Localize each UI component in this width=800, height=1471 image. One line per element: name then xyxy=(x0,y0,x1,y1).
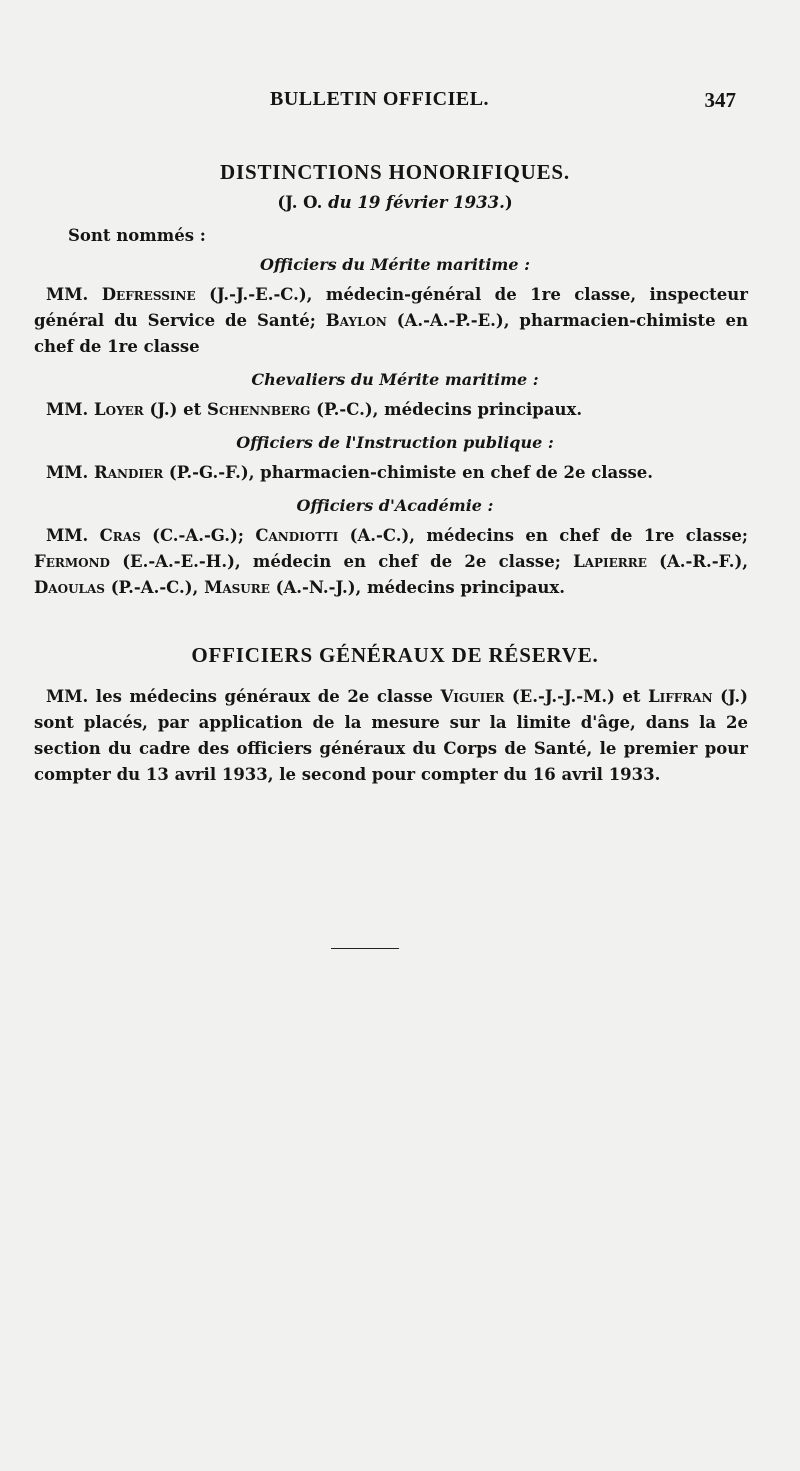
running-header xyxy=(0,88,800,118)
end-rule xyxy=(331,948,399,949)
person-name: Fermond xyxy=(34,552,110,571)
intro-line: Sont nommés : xyxy=(68,226,206,245)
text-run: (C.-A.-G.); xyxy=(140,526,256,545)
text-run: MM. xyxy=(46,526,100,545)
person-name: Defressine xyxy=(101,285,196,304)
person-name: Baylon xyxy=(325,311,387,330)
text-run: (E.-A.-E.-H.), médecin en chef de 2e classe; xyxy=(109,552,574,571)
jo-ref-date: du 19 février 1933. xyxy=(328,193,505,212)
person-name: Masure xyxy=(204,578,270,597)
person-name: Cras xyxy=(99,526,141,545)
running-title: BULLETIN OFFICIEL. xyxy=(270,88,490,110)
rank-title: Officiers d'Académie : xyxy=(296,496,494,515)
jo-ref-open: (J. O. xyxy=(277,193,329,212)
distinction-group xyxy=(34,255,748,360)
page-content xyxy=(34,160,748,788)
text-run: MM. xyxy=(46,285,102,304)
person-name: Randier xyxy=(94,463,164,482)
distinction-group xyxy=(34,496,748,601)
text-run: MM. les médecins généraux de 2e classe xyxy=(46,687,441,706)
rank-title: Officiers du Mérite maritime : xyxy=(259,255,531,274)
person-name: Viguier xyxy=(440,687,505,706)
reserve-paragraph xyxy=(34,684,748,788)
text-run: (J.) et xyxy=(143,400,208,419)
journal-officiel-reference xyxy=(50,193,740,212)
text-run: (A.-C.), médecins en chef de 1re classe; xyxy=(338,526,748,545)
rank-title: Chevaliers du Mérite maritime : xyxy=(251,370,539,389)
person-name: Schennberg xyxy=(207,400,311,419)
reserve-title: OFFICIERS GÉNÉRAUX DE RÉSERVE. xyxy=(191,643,599,667)
rank-title: Officiers de l'Instruction publique : xyxy=(236,433,554,452)
text-run: (P.-A.-C.), xyxy=(104,578,205,597)
distinctions-title: DISTINCTIONS HONORIFIQUES. xyxy=(220,160,570,184)
nominee-paragraph xyxy=(34,460,748,486)
jo-ref-close: ) xyxy=(504,193,513,212)
person-name: Liffran xyxy=(648,687,713,706)
text-run: MM. xyxy=(46,463,95,482)
text-run: (P.-G.-F.), pharmacien-chimiste en chef de 2e classe. xyxy=(163,463,654,482)
text-run: (A.-A.-P.-E.), pharmacien-chimiste en chef de 1re classe xyxy=(34,311,748,356)
text-run: (A.-R.-F.), xyxy=(646,552,748,571)
page-number: 347 xyxy=(704,88,736,112)
person-name: Daoulas xyxy=(34,578,105,597)
person-name: Loyer xyxy=(94,400,144,419)
distinction-group xyxy=(46,370,740,423)
text-run: (A.-N.-J.), médecins principaux. xyxy=(269,578,565,597)
person-name: Lapierre xyxy=(573,552,647,571)
nominee-paragraph xyxy=(34,282,748,360)
text-run: (J.) sont placés, par application de la mesure sur la limite d'âge, dans la 2e section du cadre des officiers généraux du Corps de Santé, le premier pour compter du 13 avril 1933, le second pour compter du 16 avril 1933. xyxy=(34,687,748,784)
person-name: Candiotti xyxy=(255,526,339,545)
text-run: (J.-J.-E.-C.), médecin-général de 1re classe, inspecteur général du Service de Santé; xyxy=(34,285,748,330)
nominee-paragraph xyxy=(34,397,748,423)
text-run: (E.-J.-J.-M.) et xyxy=(504,687,649,706)
text-run: (P.-C.), médecins principaux. xyxy=(310,400,583,419)
distinction-group xyxy=(46,433,740,486)
nominee-paragraph xyxy=(34,523,748,601)
text-run: MM. xyxy=(46,400,95,419)
